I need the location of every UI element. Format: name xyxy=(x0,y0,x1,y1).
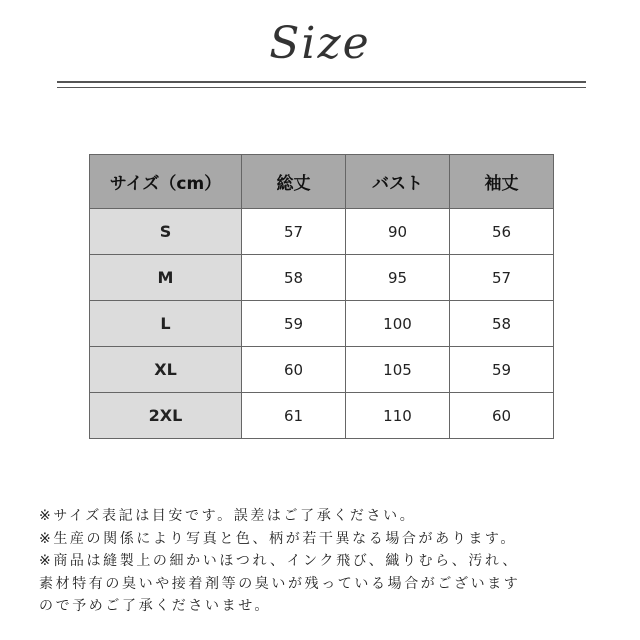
table-row xyxy=(90,255,554,301)
header-length: 総丈 xyxy=(242,155,346,209)
table-header-row xyxy=(90,155,554,209)
sleeve-cell: 58 xyxy=(450,301,554,347)
bust-cell: 105 xyxy=(346,347,450,393)
length-cell: 59 xyxy=(242,301,346,347)
note-line: ※サイズ表記は目安です。誤差はご了承ください。 xyxy=(39,508,417,524)
header-size: サイズ（cm） xyxy=(90,155,242,209)
table-row xyxy=(90,393,554,439)
size-cell: 2XL xyxy=(90,393,242,439)
sleeve-cell: 59 xyxy=(450,347,554,393)
size-cell: S xyxy=(90,209,242,255)
notes xyxy=(39,505,629,618)
bust-cell: 110 xyxy=(346,393,450,439)
bust-cell: 100 xyxy=(346,301,450,347)
table-row xyxy=(90,347,554,393)
note-line: ので予めご了承くださいませ。 xyxy=(39,598,271,614)
table-row xyxy=(90,301,554,347)
page-title: Size xyxy=(269,18,371,69)
sleeve-cell: 60 xyxy=(450,393,554,439)
note-line: 素材特有の臭いや接着剤等の臭いが残っている場合がございます xyxy=(39,575,521,592)
size-cell: M xyxy=(90,255,242,301)
size-cell: XL xyxy=(90,347,242,393)
length-cell: 57 xyxy=(242,209,346,255)
length-cell: 61 xyxy=(242,393,346,439)
title-divider-top xyxy=(57,81,586,83)
size-table xyxy=(89,154,554,439)
note-line: ※商品は縫製上の細かいほつれ、インク飛び、織りむら、汚れ、 xyxy=(39,553,519,569)
header-sleeve: 袖丈 xyxy=(450,155,554,209)
sleeve-cell: 57 xyxy=(450,255,554,301)
table-row xyxy=(90,209,554,255)
length-cell: 60 xyxy=(242,347,346,393)
length-cell: 58 xyxy=(242,255,346,301)
header-bust: バスト xyxy=(346,155,450,209)
sleeve-cell: 56 xyxy=(450,209,554,255)
bust-cell: 95 xyxy=(346,255,450,301)
title-divider-bottom xyxy=(57,87,586,88)
note-line: ※生産の関係により写真と色、柄が若干異なる場合があります。 xyxy=(39,530,518,547)
size-cell: L xyxy=(90,301,242,347)
bust-cell: 90 xyxy=(346,209,450,255)
